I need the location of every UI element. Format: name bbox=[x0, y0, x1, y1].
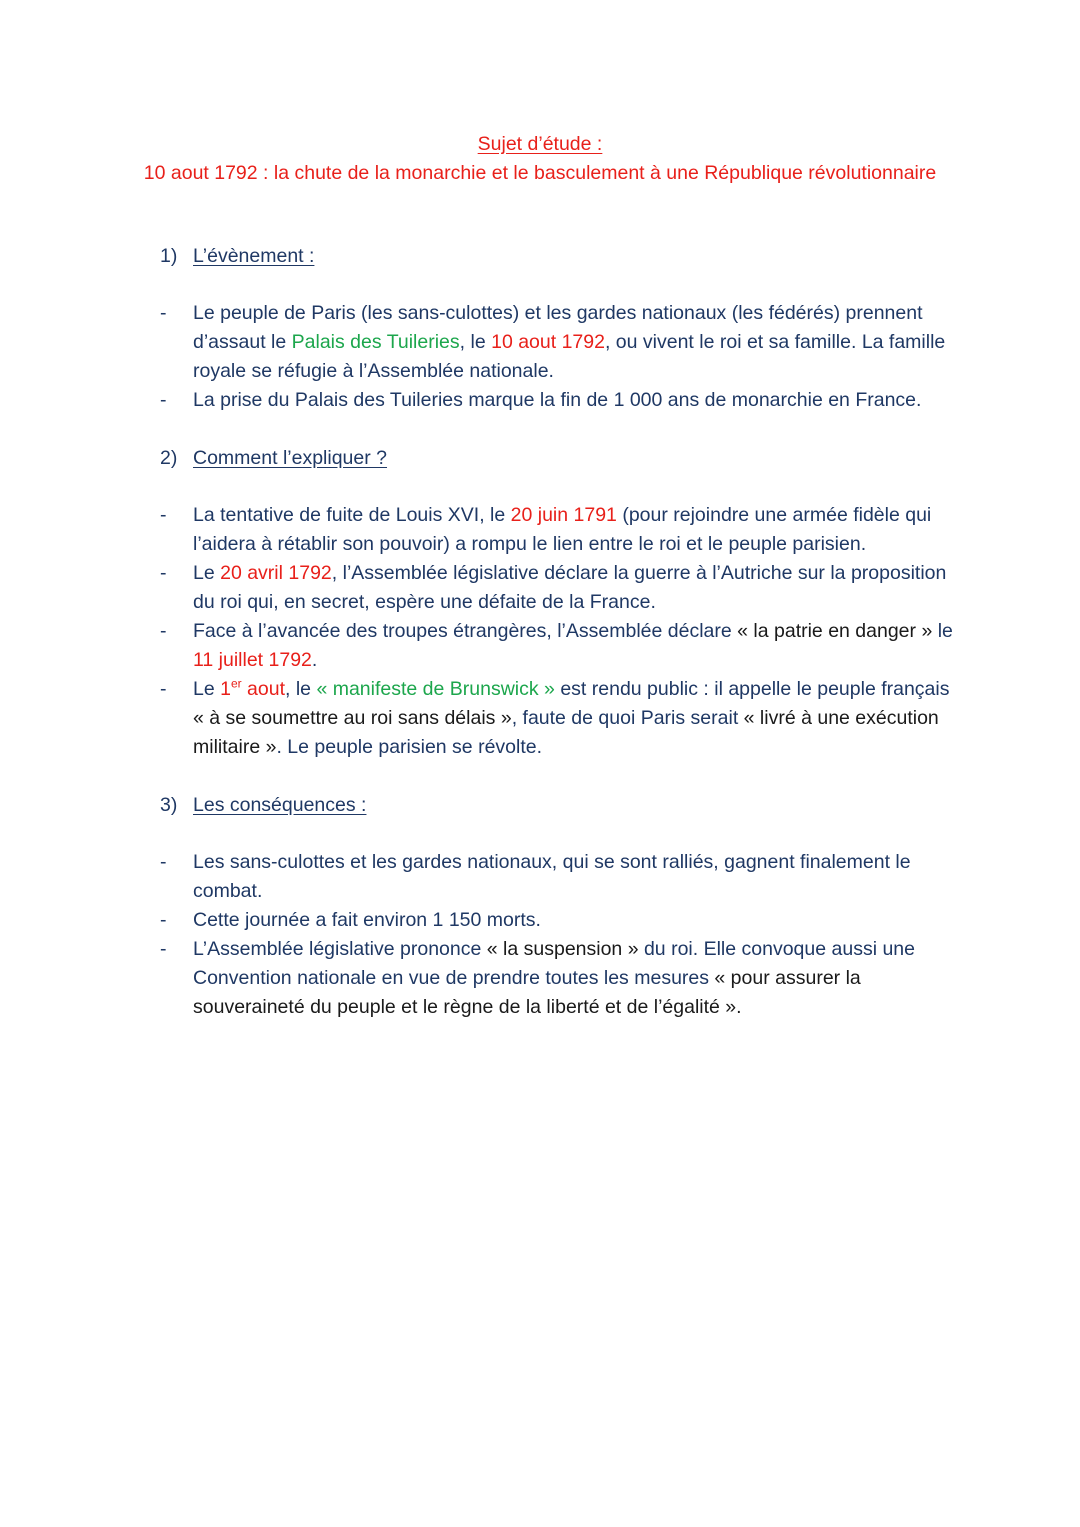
bullet-dash: - bbox=[160, 851, 167, 873]
text-run: 20 juin 1791 bbox=[510, 504, 617, 526]
list-item bbox=[160, 935, 960, 1022]
text-run: Palais des Tuileries bbox=[291, 331, 460, 353]
title-subject-label: Sujet d’étude : bbox=[477, 133, 603, 155]
bullet-dash: - bbox=[160, 909, 167, 931]
text-run: Le peuple de Paris (les sans-culottes) et les gardes nationaux (les fédérés) prennent d’assaut le bbox=[193, 302, 923, 353]
section-list bbox=[160, 848, 960, 1022]
text-run: . Le peuple parisien se révolte. bbox=[276, 736, 543, 758]
section-number: 2) bbox=[160, 447, 178, 469]
text-run: Les sans-culottes et les gardes nationaux, qui se sont ralliés, gagnent finalement le combat. bbox=[193, 851, 911, 902]
list-item bbox=[160, 299, 960, 386]
text-run: , faute de quoi Paris serait bbox=[511, 707, 744, 729]
text-run: 20 avril 1792 bbox=[220, 562, 332, 584]
text-run: « la patrie en danger » bbox=[737, 620, 933, 642]
section-number: 1) bbox=[160, 245, 178, 267]
text-run: 1 bbox=[220, 678, 231, 700]
title-topic: 10 aout 1792 : la chute de la monarchie et le basculement à une République révolutionnaire bbox=[143, 162, 937, 184]
bullet-dash: - bbox=[160, 302, 167, 324]
text-run: est rendu public : il appelle le peuple français bbox=[554, 678, 950, 700]
bullet-dash: - bbox=[160, 938, 167, 960]
section-number: 3) bbox=[160, 794, 178, 816]
text-run: er bbox=[230, 676, 242, 691]
text-run: La prise du Palais des Tuileries marque la fin de 1 000 ans de monarchie en France. bbox=[193, 389, 922, 411]
bullet-dash: - bbox=[160, 620, 167, 642]
text-run: le bbox=[932, 620, 953, 642]
text-run: Le bbox=[193, 678, 221, 700]
text-run: L’Assemblée législative prononce bbox=[193, 938, 487, 960]
text-run: 10 aout 1792 bbox=[491, 331, 605, 353]
text-run: « à se soumettre au roi sans délais » bbox=[193, 707, 512, 729]
text-run: . bbox=[311, 649, 318, 671]
text-run: , le bbox=[285, 678, 317, 700]
section-list bbox=[160, 501, 960, 762]
text-run: Cette journée a fait environ 1 150 morts. bbox=[193, 909, 541, 931]
text-run: aout bbox=[241, 678, 286, 700]
list-item bbox=[160, 617, 960, 675]
section-heading-expliquer bbox=[160, 444, 960, 473]
section-title: Comment l’expliquer ? bbox=[193, 447, 388, 469]
list-item bbox=[160, 906, 960, 935]
list-item bbox=[160, 848, 960, 906]
text-run: , l’Assemblée législative déclare la guerre à l’Autriche sur la proposition du roi qui, en secret, espère une défaite de la France. bbox=[193, 562, 947, 613]
list-item bbox=[160, 675, 960, 762]
document-title bbox=[0, 130, 1080, 188]
text-run: « manifeste de Brunswick » bbox=[316, 678, 555, 700]
text-run: 11 juillet 1792 bbox=[193, 649, 312, 671]
section-title: L’évènement : bbox=[193, 245, 315, 267]
section-heading-evenement bbox=[160, 242, 960, 271]
section-list bbox=[160, 299, 960, 415]
bullet-dash: - bbox=[160, 389, 167, 411]
text-run: La tentative de fuite de Louis XVI, le bbox=[193, 504, 511, 526]
bullet-dash: - bbox=[160, 504, 167, 526]
list-item bbox=[160, 501, 960, 559]
text-run: , le bbox=[459, 331, 492, 353]
section-heading-consequences bbox=[160, 791, 960, 820]
text-run: (pour rejoindre une armée fidèle qui l’aidera à rétablir son pouvoir) a rompu le lien entre le roi et le peuple parisien. bbox=[193, 504, 932, 555]
bullet-dash: - bbox=[160, 562, 167, 584]
text-run: Le bbox=[193, 562, 221, 584]
bullet-dash: - bbox=[160, 678, 167, 700]
text-run: du roi. Elle convoque aussi une Convention nationale en vue de prendre toutes les mesures bbox=[193, 938, 915, 989]
text-run: « livré à une exécution militaire » bbox=[193, 707, 939, 758]
text-run: , ou vivent le roi et sa famille. La famille royale se réfugie à l’Assemblée nationale. bbox=[193, 331, 946, 382]
list-item bbox=[160, 559, 960, 617]
list-item bbox=[160, 386, 960, 415]
section-title: Les conséquences : bbox=[193, 794, 367, 816]
text-run: « pour assurer la souveraineté du peuple et le règne de la liberté et de l’égalité ». bbox=[193, 967, 861, 1018]
text-run: « la suspension » bbox=[486, 938, 639, 960]
document-body bbox=[160, 242, 960, 1022]
text-run: Face à l’avancée des troupes étrangères, l’Assemblée déclare bbox=[193, 620, 738, 642]
